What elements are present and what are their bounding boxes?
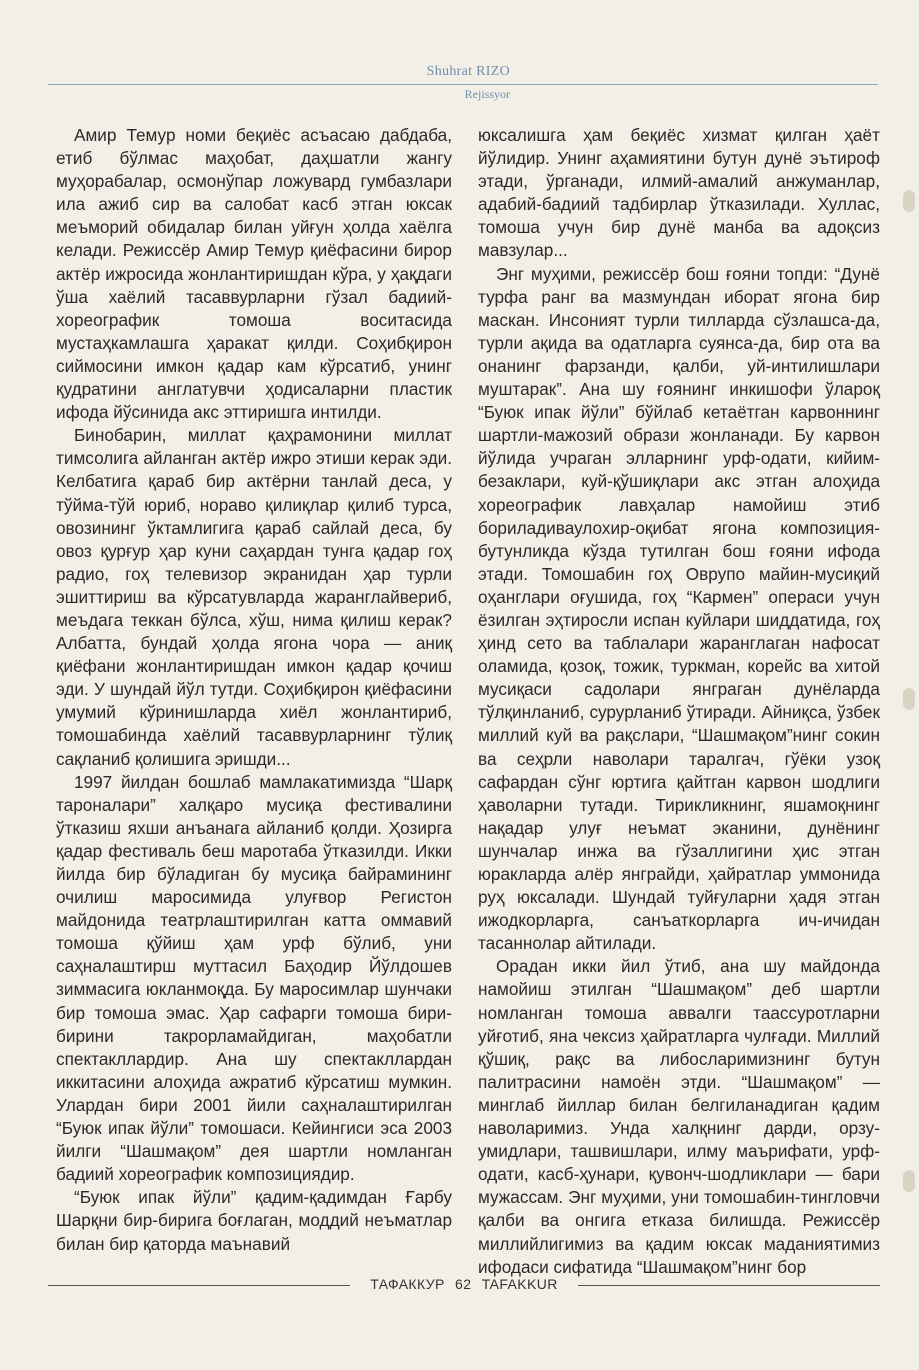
left-column	[56, 124, 452, 1256]
footer-label	[350, 1276, 578, 1292]
author-name: Shuhrat RIZO	[426, 64, 510, 79]
binder-hole	[903, 688, 915, 710]
magazine-name-cyrillic: ТАФАККУР	[370, 1276, 445, 1292]
paragraph: Энг муҳими, режиссёр бош ғояни топди: “Дунё турфа ранг ва мазмундан иборат ягона бир маскан. Инсоният турли тилларда сўзлашса-да, турли ақида ва одатларга суянса-да, бир ота ва онанинг фарзанди, қалби, уй-интилишлари муштарак”. Ана шу ғоянинг инкишофи ўлароқ “Буюк ипак йўли” бўйлаб кетаётган карвоннинг шартли-мажозий образи жонланади. Бу карвон йўлида учраган элларнинг урф-одати, кийим-безаклари, куй-қўшиқлари акс этган алоҳида хореографик лавҳалар намойиш этиб бориладиваулохир-оқибат ягона композиция-бутунликда кўзда тутилган бош ғояни ифода этади. Томошабин гоҳ Оврупо майин-мусиқий оҳанглари оғушида, гоҳ “Кармен” операси учун ёзилган эҳтиросли испан куйлари шиддатида, гоҳ ҳинд сето ва таблалари жаранглаган нафосат оламида, қозоқ, тожик, туркман, корейс ва хитой мусиқаси садолари янграган дунёларда тўлқинланиб, сурурланиб ўтиради. Айниқса, ўзбек миллий куй ва рақслари, “Шашмақом”нинг сокин ва сеҳрли наволари таралгач, гўёки узоқ сафардан сўнг юртига қайтган карвон шодлиги ҳаволарни тутади. Тирикликнинг, яшамоқнинг нақадар улуғ неъмат эканини, дунёнинг шунчалар инжа ва гўзаллигини ҳис этган юракларда алёр янграйди, ҳайратлар уммонида руҳ юксалади. Шундай туйғуларни ҳадя этган ижодкорларга, санъаткорларга ич-ичидан тасаннолар айтилади.	[478, 263, 880, 954]
footer-rule-left	[48, 1285, 350, 1286]
paragraph: Амир Темур номи беқиёс асъасаю дабдаба, етиб бўлмас маҳобат, даҳшатли жангу муҳорабалар, осмонўпар ложувард гумбазлари ила ажиб сир ва салобат касб этган юксак меъморий обидалар билан уйғун ҳолда хаёлга келади. Режиссёр Амир Темур қиёфасини бирор актёр ижросида жонлантиришдан кўра, у ҳақдаги ўша хаёлий тасаввурларни гўзал бадиий-хореографик томоша воситасида мустаҳкамлашга ҳаракат қилди. Соҳибқирон сиймосини имкон қадар кам кўрсатиб, унинг қудратини англатувчи ҳодисаларни пластик ифода йўсинида акс эттиришга интилди.	[56, 125, 452, 423]
author-role: Rejissyor	[464, 87, 510, 101]
paragraph: юксалишга ҳам беқиёс хизмат қилган ҳаёт йўлидир. Унинг аҳамиятини бутун дунё эътироф этади, ўрганади, илмий-амалий анжуманлар, адабий-бадиий тадбирлар ўтказилади. Хуллас, томоша учун бир дунё манба ва адоқсиз мавзулар...	[478, 125, 880, 261]
binder-hole	[903, 190, 915, 212]
page-header	[48, 62, 878, 112]
binder-hole	[903, 1170, 915, 1192]
page-number: 62	[455, 1276, 472, 1292]
paragraph: 1997 йилдан бошлаб мамлакатимизда “Шарқ тароналари” халқаро мусиқа фестивалини ўтказиш яхши анъанага айланиб қолди. Ҳозирга қадар фестиваль беш маротаба ўтказилди. Икки йилда бир бўладиган бу мусиқа байрамининг очилиш маросимида улуғвор Регистон майдонида театрлаштирилган катта оммавий томоша қўйиш ҳам урф бўлиб, уни саҳналаштирш муттасил Баҳодир Йўлдошев зиммасига юкланмоқда. Бу маросимлар шунчаки бир томоша эмас. Ҳар сафарги томоша бири-бирини такрорламайдиган, маҳобатли спектакллардир. Ана шу спектакллардан иккитасини алоҳида ажратиб кўрсатиш мумкин. Улардан бири 2001 йили саҳналаштирилган “Буюк ипак йўли” томошаси. Кейингиси эса 2003 йилги “Шашмақом” дея шартли номланган бадиий хореографик композициядир.	[56, 771, 452, 1185]
magazine-name-latin: TAFAKKUR	[481, 1276, 558, 1292]
paragraph: Орадан икки йил ўтиб, ана шу майдонда намойиш этилган “Шашмақом” деб шартли номланган томоша аввалги таассуротларни уйғотиб, яна чексиз ҳайратларга чулғади. Миллий қўшиқ, рақс ва либосларимизнинг бутун палитрасини намоён этди. “Шашмақом” — минглаб йиллар билан белгиланадиган қадим наволаримиз. Унда халқнинг дарди, орзу-умидлари, ташвишлари, илму маърифати, урф-одати, касб-ҳунари, қувонч-шодликлари — бари мужассам. Энг муҳими, уни томошабин-тингловчи қалби ва онгига етказа билишда. Режиссёр миллийлигимиз ва қадим юксак маданиятимиз ифодаси сифатида “Шашмақом”нинг бор	[478, 956, 880, 1277]
paragraph: Бинобарин, миллат қаҳрамонини миллат тимсолига айланган актёр ижро этиши керак эди. Келбатига қараб бир актёрни танлай деса, у тўйма-тўй юриб, нораво қилиқлар қилиб турса, овозининг ўктамлигига қараб сайлай деса, бу овоз қурғур ҳар куни саҳардан тунга қадар гоҳ радио, гоҳ телевизор экранидан ҳар турли эшиттириш ва кўрсатувларда жаранглайвериб, меъдага теккан бўлса, хўш, нима қилиш керак? Албатта, бундай ҳолда ягона чора — аниқ қиёфани жонлантиришдан имкон қадар қочиш эди. У шундай йўл тутди. Соҳибқирон қиёфасини умумий кўринишларда хиёл жонлантириб, томошабинда хаёлий тасаввурларнинг тўлиқ сақланиб қолишига эришди...	[56, 425, 452, 769]
right-column	[478, 124, 880, 1279]
header-rule	[48, 84, 878, 85]
paragraph: “Буюк ипак йўли” қадим-қадимдан Ғарбу Шарқни бир-бирига боғлаган, моддий неъматлар билан бир қаторда маънавий	[56, 1187, 452, 1254]
footer-rule-right	[578, 1285, 880, 1286]
page-footer	[48, 1276, 880, 1296]
